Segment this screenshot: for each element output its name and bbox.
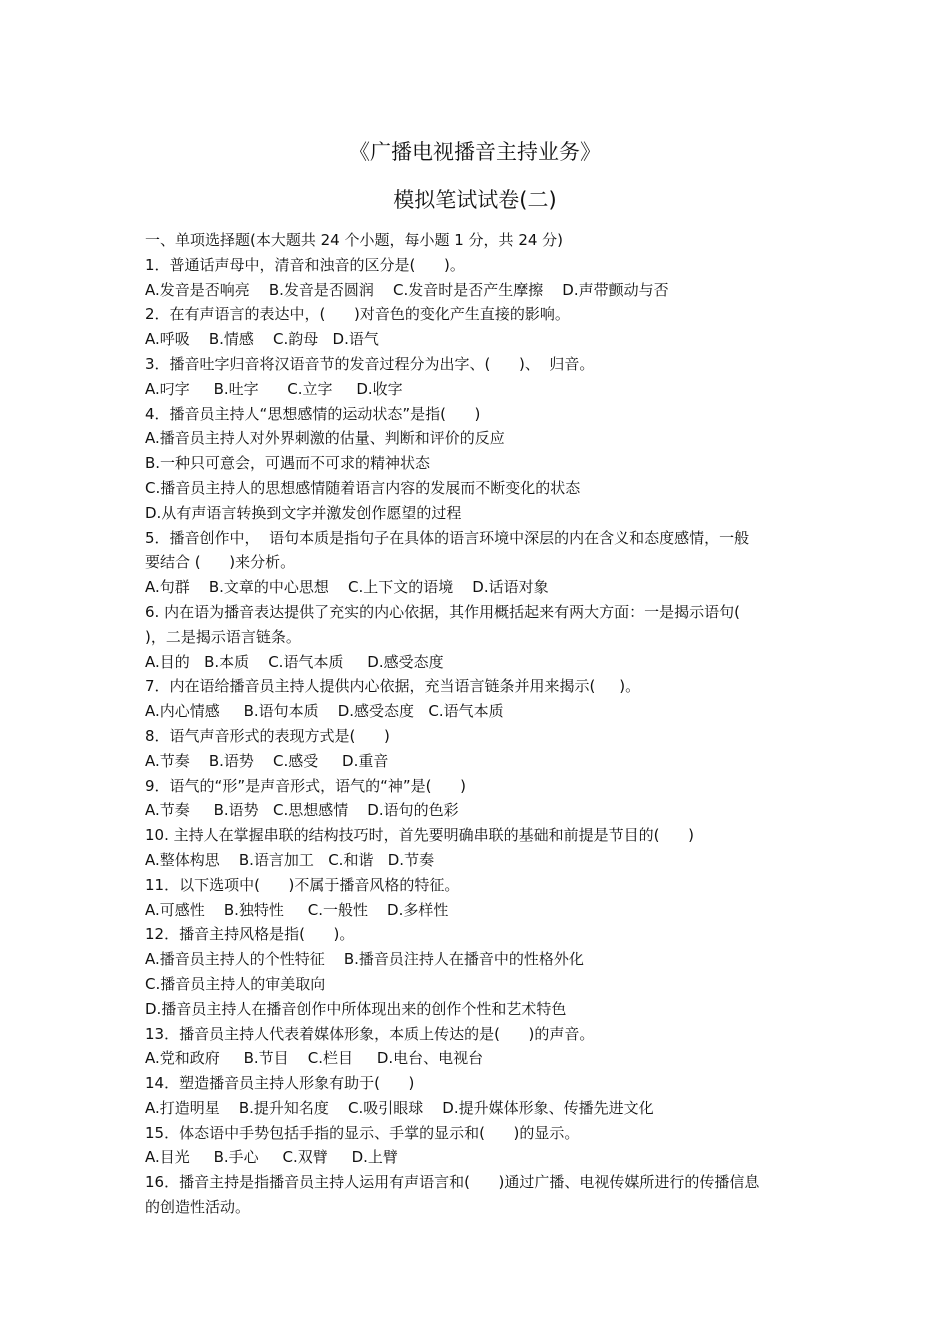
question-text-continued: 的创造性活动。 — [145, 1198, 251, 1217]
question-text: 6. 内在语为播音表达提供了充实的内心依据，其作用概括起来有两大方面：一是揭示语句( — [145, 602, 740, 621]
question-text: 11．以下选项中( )不属于播音风格的特征。 — [145, 875, 460, 894]
answer-option: A.播音员主持人对外界刺激的估量、判断和评价的反应 — [145, 429, 505, 448]
question-text: 16．播音主持是指播音员主持人运用有声语言和( )通过广播、电视传媒所进行的传播信息 — [145, 1173, 760, 1192]
question-text-continued: )，二是揭示语言链条。 — [145, 627, 301, 646]
question-text: 4．播音员主持人“思想感情的运动状态”是指( ) — [145, 404, 481, 423]
question-text: 7．内在语给播音员主持人提供内心依据，充当语言链条并用来揭示( )。 — [145, 677, 641, 696]
answer-options: A.呼吸 B.情感 C.韵母 D.语气 — [145, 330, 379, 349]
answer-options: A.可感性 B.独特性 C.一般性 D.多样性 — [145, 900, 449, 919]
answer-option: D.从有声语言转换到文字并激发创作愿望的过程 — [145, 503, 462, 522]
answer-options: A.节奏 B.语势 C.感受 D.重音 — [145, 751, 389, 770]
answer-options: A.节奏 B.语势 C.思想感情 D.语句的色彩 — [145, 801, 459, 820]
answer-options: A.目光 B.手心 C.双臂 D.上臂 — [145, 1148, 398, 1167]
answer-options: A.打造明星 B.提升知名度 C.吸引眼球 D.提升媒体形象、传播先进文化 — [145, 1098, 654, 1117]
question-text: 9．语气的“形”是声音形式，语气的“神”是( ) — [145, 776, 466, 795]
question-body — [145, 228, 815, 1220]
answer-options: A.句群 B.文章的中心思想 C.上下文的语境 D.话语对象 — [145, 578, 549, 597]
question-text: 12．播音主持风格是指( )。 — [145, 925, 355, 944]
question-text: 13．播音员主持人代表着媒体形象，本质上传达的是( )的声音。 — [145, 1024, 595, 1043]
answer-options: A.党和政府 B.节目 C.栏目 D.电台、电视台 — [145, 1049, 484, 1068]
answer-option: D.播音员主持人在播音创作中所体现出来的创作个性和艺术特色 — [145, 999, 567, 1018]
answer-option: B.一种只可意会，可遇而不可求的精神状态 — [145, 454, 431, 473]
answer-options: A.目的 B.本质 C.语气本质 D.感受态度 — [145, 652, 444, 671]
section-heading: 一、单项选择题(本大题共 24 个小题，每小题 1 分，共 24 分) — [145, 231, 564, 249]
answer-options: A.叼字 B.吐字 C.立字 D.收字 — [145, 379, 403, 398]
answer-options: A.内心情感 B.语句本质 D.感受态度 C.语气本质 — [145, 702, 504, 721]
answer-option: C.播音员主持人的思想感情随着语言内容的发展而不断变化的状态 — [145, 478, 581, 497]
question-text: 14．塑造播音员主持人形象有助于( ) — [145, 1074, 415, 1093]
question-text: 10. 主持人在掌握串联的结构技巧时，首先要明确串联的基础和前提是节目的( ) — [145, 826, 694, 845]
question-text: 2．在有声语言的表达中，( )对音色的变化产生直接的影响。 — [145, 305, 570, 324]
answer-options: A.播音员主持人的个性特征 B.播音员注持人在播音中的性格外化 — [145, 950, 584, 969]
question-text: 1．普通话声母中，清音和浊音的区分是( )。 — [145, 255, 465, 274]
question-text: 5．播音创作中， 语句本质是指句子在具体的语言环境中深层的内在含义和态度感情，一般 — [145, 528, 750, 547]
answer-option: C.播音员主持人的审美取向 — [145, 974, 326, 993]
document-title: 《广播电视播音主持业务》 — [349, 140, 601, 164]
question-text-continued: 要结合 ( )来分析。 — [145, 553, 296, 572]
document-subtitle: 模拟笔试试卷(二) — [393, 188, 557, 212]
question-text: 15．体态语中手势包括手指的显示、手掌的显示和( )的显示。 — [145, 1123, 580, 1142]
answer-options: A.发音是否响亮 B.发音是否圆润 C.发音时是否产生摩擦 D.声带颤动与否 — [145, 280, 669, 299]
answer-options: A.整体构思 B.语言加工 C.和谐 D.节奏 — [145, 850, 435, 869]
question-text: 3．播音吐字归音将汉语音节的发音过程分为出字、( )、 归音。 — [145, 354, 595, 373]
question-text: 8．语气声音形式的表现方式是( ) — [145, 726, 390, 745]
